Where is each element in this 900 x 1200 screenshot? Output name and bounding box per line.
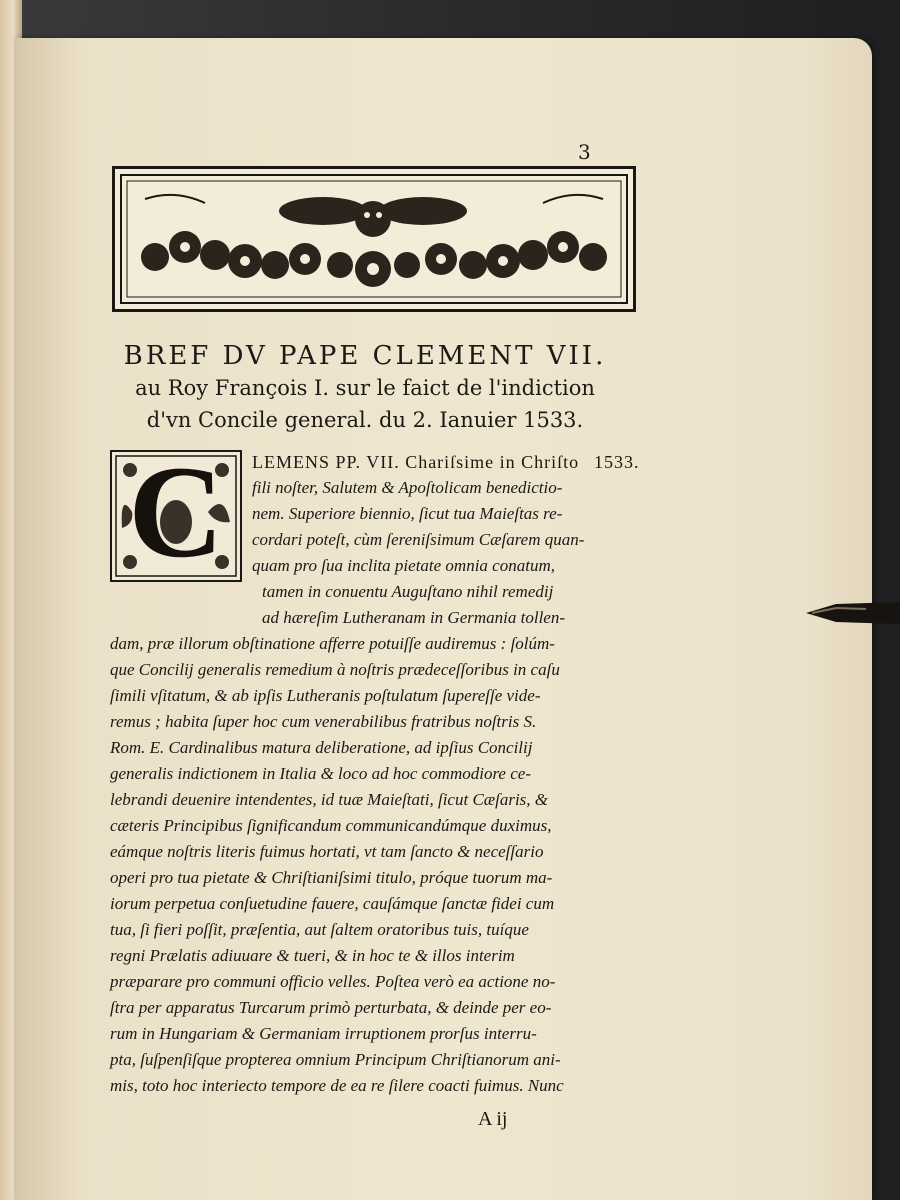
margin-year-note: 1533. (594, 452, 640, 472)
heading-line-3: d'vn Concile general. du 2. Ianuier 1533. (146, 408, 584, 432)
initial-letter: C (128, 438, 224, 585)
text-line: ad hæreſim Lutheranam in Germania tollen- (262, 608, 565, 627)
text-line: tamen in conuentu Auguſtano nihil remedij (262, 582, 554, 601)
text-line: pta, ſuſpenſiſque propterea omnium Principum Chriſtianorum ani- (110, 1050, 561, 1069)
text-line: generalis indictionem in Italia & loco ad hoc commodiore ce- (110, 764, 531, 783)
text-line: quam pro ſua inclita pietate omnia conatum, (252, 556, 555, 575)
text-line: nem. Superiore biennio, ſicut tua Maieſtas re- (252, 504, 563, 523)
page-number: 3 (578, 140, 591, 164)
text-line: ſtra per apparatus Turcarum primò perturbata, & deinde per eo- (110, 998, 552, 1017)
text-line: tua, ſi fieri poſſit, præſentia, aut ſaltem oratoribus tuis, tuíque (110, 920, 529, 939)
heading-line-1: BREF DV PAPE CLEMENT VII. (123, 341, 607, 371)
text-line: ſimili vſitatum, & ab ipſis Lutheranis poſtulatum ſupereſſe vide- (110, 686, 541, 705)
heading-block (96, 340, 634, 436)
text-line: que Concilij generalis remedium à noſtris prædeceſſoribus in caſu (110, 660, 560, 679)
decorated-initial (110, 438, 242, 585)
text-line: remus ; habita ſuper hoc cum venerabilibus fratribus noſtris S. (110, 712, 537, 731)
signature-mark: A ij (478, 1108, 508, 1130)
text-line: cæteris Principibus ſignificandum communicandúmque duximus, (110, 816, 552, 835)
pen-nib-icon (806, 596, 900, 630)
text-line: Rom. E. Cardinalibus matura deliberatione, ad ipſius Concilij (110, 738, 533, 757)
text-line: lebrandi deuenire intendentes, id tuæ Maieſtati, ſicut Cæſaris, & (110, 790, 549, 809)
heading-line-2: au Roy François I. sur le faict de l'indiction (135, 376, 595, 400)
text-line: LEMENS PP. VII. Chariſsime in Chriſto (252, 452, 580, 472)
text-line: mis, toto hoc interiecto tempore de ea re ſilere coacti fuimus. Nunc (110, 1076, 564, 1095)
text-line: rum in Hungariam & Germaniam irruptionem prorſus interru- (110, 1024, 537, 1043)
text-line: fili noſter, Salutem & Apoſtolicam benedictio- (252, 478, 563, 497)
text-line: præparare pro communi officio velles. Poſtea verò ea actione no- (110, 972, 556, 991)
text-line: operi pro tua pietate & Chriſtianiſsimi titulo, próque tuorum ma- (110, 868, 553, 887)
cherub-garland-icon (115, 169, 633, 309)
text-line: dam, præ illorum obſtinatione afferre potuiſſe audiremus : ſolúm- (110, 634, 555, 653)
woodcut-headpiece (112, 166, 636, 312)
text-line: regni Prælatis adiuuare & tueri, & in hoc te & illos interim (110, 946, 515, 965)
text-line: iorum perpetua conſuetudine fauere, cauſámque ſanctæ fidei cum (110, 894, 555, 913)
text-line: eámque noſtris literis fuimus hortati, vt tam ſancto & neceſſario (110, 842, 544, 861)
text-line: cordari poteſt, cùm ſereniſsimum Cæſarem quan- (252, 530, 585, 549)
